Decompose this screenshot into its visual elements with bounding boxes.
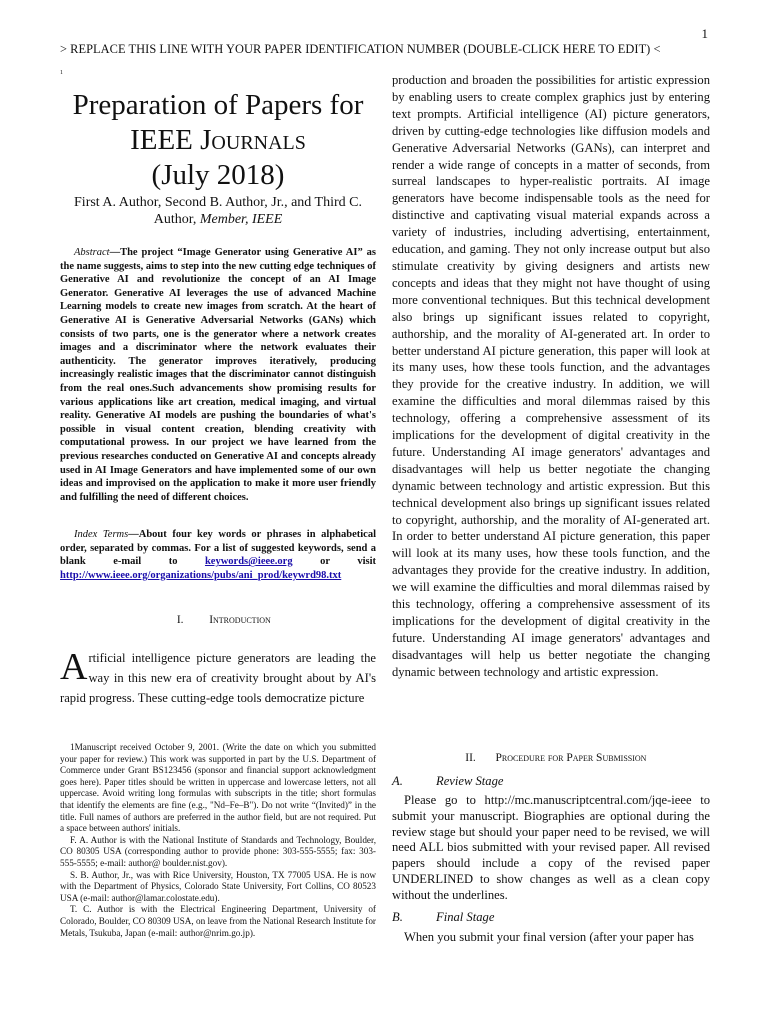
final-stage-paragraph: When you submit your final version (after your paper has (404, 930, 694, 944)
section-number: II. (465, 752, 476, 764)
author-names: First A. Author, Second B. Author, Jr., and Third C. Author, (74, 195, 362, 227)
abstract-text: —The project “Image Generator using Generative AI” as the name suggests, aims to step into the new cutting edge techniques of Generative AI and revolutionize the concept of an AI Image Generator. Generative AI leverages the use of advanced Machine Learning models to create new images from scratch. At the heart of Generative AI is Generative Adversarial Networks (GANs) which consists of two parts, one is the generator where a network creates images and a discriminator where the network evaluates their authenticity. The generator improves iteratively, producing increasingly realistic images that the discriminator cannot distinguish from the real ones.Such advancements show promising results for various applications like art creation, medical imaging, and virtual reality. Generative AI models are pushing the boundaries of what's possible in visual content creation, blending creativity with computational prowess. In our project we have learned from the previous researches conducted on Generative AI and concepts already used in AI Image Generators and have implemented some of our own ideas and improvised on the application to make it more user friendly and fulfilling the need of different choices. (60, 247, 376, 503)
section-heading-procedure (392, 752, 710, 764)
introduction-continued: production and broaden the possibilities for artistic expression by enabling users to create complex graphics just by entering text prompts. Artificial intelligence (AI) picture generators, driven by cutting-edge technologies like diffusion models and Generative Adversarial Networks (GANs), can interpret and render a wide range of concepts in a matter of seconds, from surreal landscapes to hyper-realistic portraits. AI image generators have become indispensable tools as the need for distinctive and captivating visual material expands across a variety of industries, including advertising, entertainment, education, and gaming. They not only increase output but also stimulate creativity by giving designers and artists new concepts and ideas that they might not have thought of using more conventional techniques. But this technical development also brings up significant issues related to copyright, authorship, and the morality of AI-generated art. In order to better understand AI picture generation, this paper will look at its many uses, how these tools function, and the advantages they provide for the creative industry. In addition, we will examine the difficulties and moral dilemmas raised by this technology, offering a comprehensive assessment of its implications for the development of digital creativity in the future. Understanding AI image generators' advantages and disadvantages will help us better negotiate the changing dynamic between technology and artistic expression. But this technical development also brings up significant issues related to copyright, authorship, and the morality of AI-generated art. In order to better understand AI picture generation, this paper will look at its many uses, how these tools function, and the advantages they provide for the creative industry. In addition, we will examine the difficulties and moral dilemmas raised by this technology, offering a comprehensive assessment of its implications for the development of digital creativity in the future. Understanding AI image generators' advantages and disadvantages will help us better negotiate the changing dynamic between technology and artistic expression. (392, 73, 710, 679)
intro-text: rtificial intelligence picture generators are leading the way in this new era of creativity brought about by AI's rapid progress. These cutting-edge tools democratize picture (60, 651, 376, 705)
footnote-marker: 1 (60, 70, 63, 76)
page-number: 1 (701, 26, 708, 41)
index-terms (60, 528, 376, 582)
footnote-manuscript: 1Manuscript received October 9, 2001. (Write the date on which you submitted your paper for review.) This work was supported in part by the U.S. Department of Commerce under Grant BS123456 (sponsor and financial support acknowledgment goes here). Paper titles should be written in uppercase and lowercase letters, not all uppercase. Avoid writing long formulas with subscripts in the title; short formulas that identify the elements are fine (e.g., "Nd–Fe–B"). Do not write “(Invited)” in the title. Full names of authors are preferred in the author field, but are not required. Put a space between authors' initials. (60, 742, 376, 834)
review-stage-paragraph: Please go to http://mc.manuscriptcentral.com/jqe-ieee to submit your manuscript. Biographies are optional during the review stage but should your paper need to be revised, we will need ALL bios submitted with your revised paper. All revised papers should include a copy of the revised paper UNDERLINED to show changes as well as a clean copy without the underlines. (392, 793, 710, 902)
paper-id-header[interactable]: > REPLACE THIS LINE WITH YOUR PAPER IDENTIFICATION NUMBER (DOUBLE-CLICK HERE TO EDIT) < (60, 42, 661, 56)
section-title: Introduction (209, 614, 271, 626)
keywords-url-link[interactable]: http://www.ieee.org/organizations/pubs/ani_prod/keywrd98.txt (60, 569, 342, 581)
footnote-author-1: F. A. Author is with the National Institute of Standards and Technology, Boulder, CO 80305 USA (corresponding author to provide phone: 303-555-5555; fax: 303-555-5555; e-mail: author@ boulder.nist.gov). (60, 834, 376, 868)
subsection-title: Final Stage (436, 910, 495, 924)
section-title: Procedure for Paper Submission (495, 752, 647, 764)
index-terms-label: Index Terms (74, 529, 129, 540)
title-line-1: Preparation of Papers for (72, 89, 364, 121)
abstract (60, 246, 376, 504)
footnote-author-2: S. B. Author, Jr., was with Rice University, Houston, TX 77005 USA. He is now with the Department of Physics, Colorado State University, Fort Collins, CO 80523 USA (e-mail: author@lamar.colostate.edu). (60, 869, 376, 903)
subsection-heading-review (392, 774, 710, 789)
index-terms-text: —About four key words or phrases in alphabetical order, separated by commas. For a list of suggested keywords, send a blank e-mail to (60, 529, 376, 568)
subsection-heading-final (392, 910, 710, 925)
title-line-2: IEEE Journals (130, 124, 306, 156)
section-number: I. (176, 614, 184, 626)
title-line-3: (July 2018) (151, 159, 285, 191)
footnote-author-3: T. C. Author is with the Electrical Engineering Department, University of Colorado, Boulder, CO 80309 USA, on leave from the National Research Institute for Metals, Tsukuba, Japan (e-mail: author@nrim.go.jp). (60, 904, 376, 938)
subsection-letter: A. (392, 774, 403, 788)
abstract-label: Abstract (74, 247, 110, 258)
paper-title (60, 88, 376, 193)
drop-cap: A (60, 646, 88, 688)
or-visit-text: or visit (320, 556, 377, 568)
subsection-letter: B. (392, 910, 403, 924)
section-heading-introduction (60, 614, 376, 626)
keywords-email-link[interactable]: keywords@ieee.org (204, 556, 293, 568)
author-list (60, 194, 376, 228)
introduction-paragraph (60, 648, 376, 708)
author-membership: Member, IEEE (199, 212, 283, 227)
footnote-block (60, 742, 376, 939)
subsection-title: Review Stage (436, 774, 504, 788)
